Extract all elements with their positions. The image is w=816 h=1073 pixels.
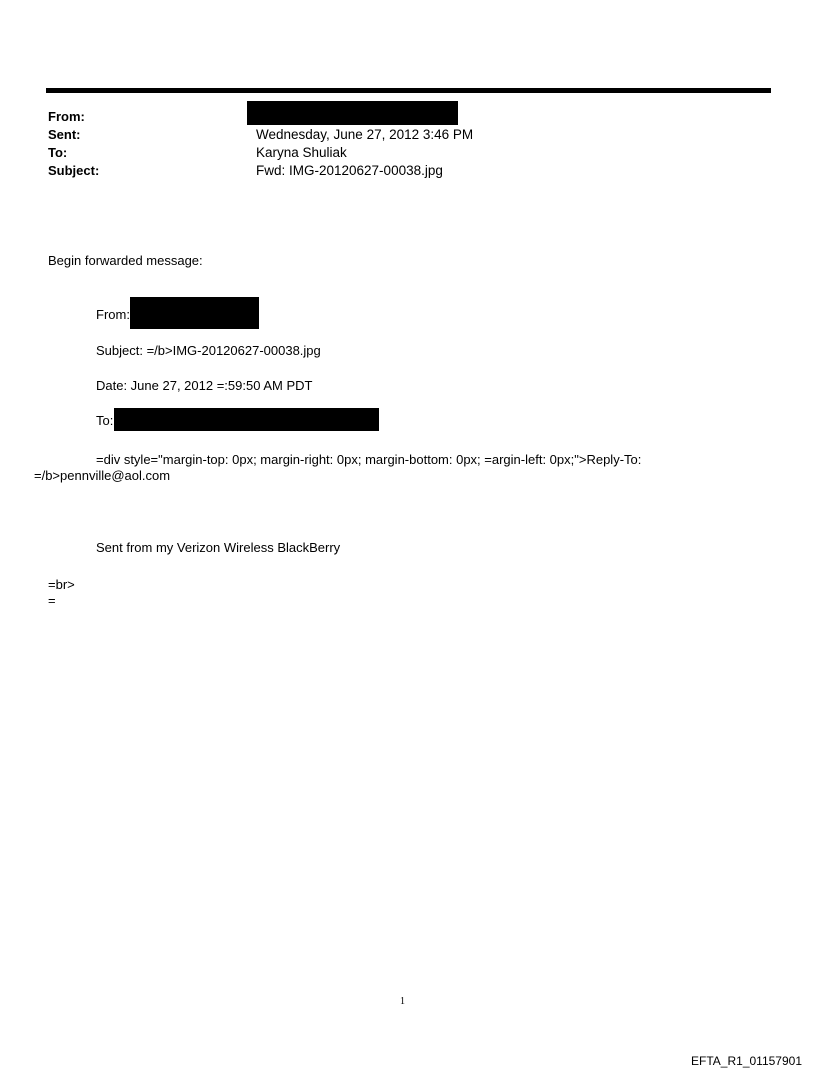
sent-value: Wednesday, June 27, 2012 3:46 PM bbox=[256, 127, 474, 142]
signature-line: Sent from my Verizon Wireless BlackBerry bbox=[96, 540, 341, 555]
subject-label: Subject: bbox=[48, 163, 100, 178]
br-line: =br> bbox=[48, 577, 75, 592]
to-label: To: bbox=[48, 145, 68, 160]
forwarded-date: Date: June 27, 2012 =:59:50 AM PDT bbox=[96, 378, 313, 393]
bates-number: EFTA_R1_01157901 bbox=[691, 1054, 802, 1068]
reply-to-line: =/b>pennville@aol.com bbox=[34, 468, 171, 483]
forwarded-from-label: From: bbox=[96, 307, 130, 322]
sent-label: Sent: bbox=[48, 127, 81, 142]
header-rule bbox=[46, 88, 771, 93]
subject-value: Fwd: IMG-20120627-00038.jpg bbox=[256, 163, 443, 178]
forwarded-subject: Subject: =/b>IMG-20120627-00038.jpg bbox=[96, 343, 321, 358]
from-label: From: bbox=[48, 109, 85, 124]
forwarded-to-label: To: bbox=[96, 413, 114, 428]
div-style-line: =div style="margin-top: 0px; margin-right: 0px; margin-bottom: 0px; =argin-left: 0px;">Reply-To: bbox=[96, 452, 642, 467]
to-value: Karyna Shuliak bbox=[256, 145, 347, 160]
forwarded-from-redaction bbox=[130, 297, 259, 329]
from-redaction bbox=[247, 101, 458, 125]
forwarded-to-redaction bbox=[114, 408, 379, 431]
page-number: 1 bbox=[400, 996, 405, 1007]
forward-intro: Begin forwarded message: bbox=[48, 253, 203, 268]
eq-line: = bbox=[48, 593, 56, 608]
